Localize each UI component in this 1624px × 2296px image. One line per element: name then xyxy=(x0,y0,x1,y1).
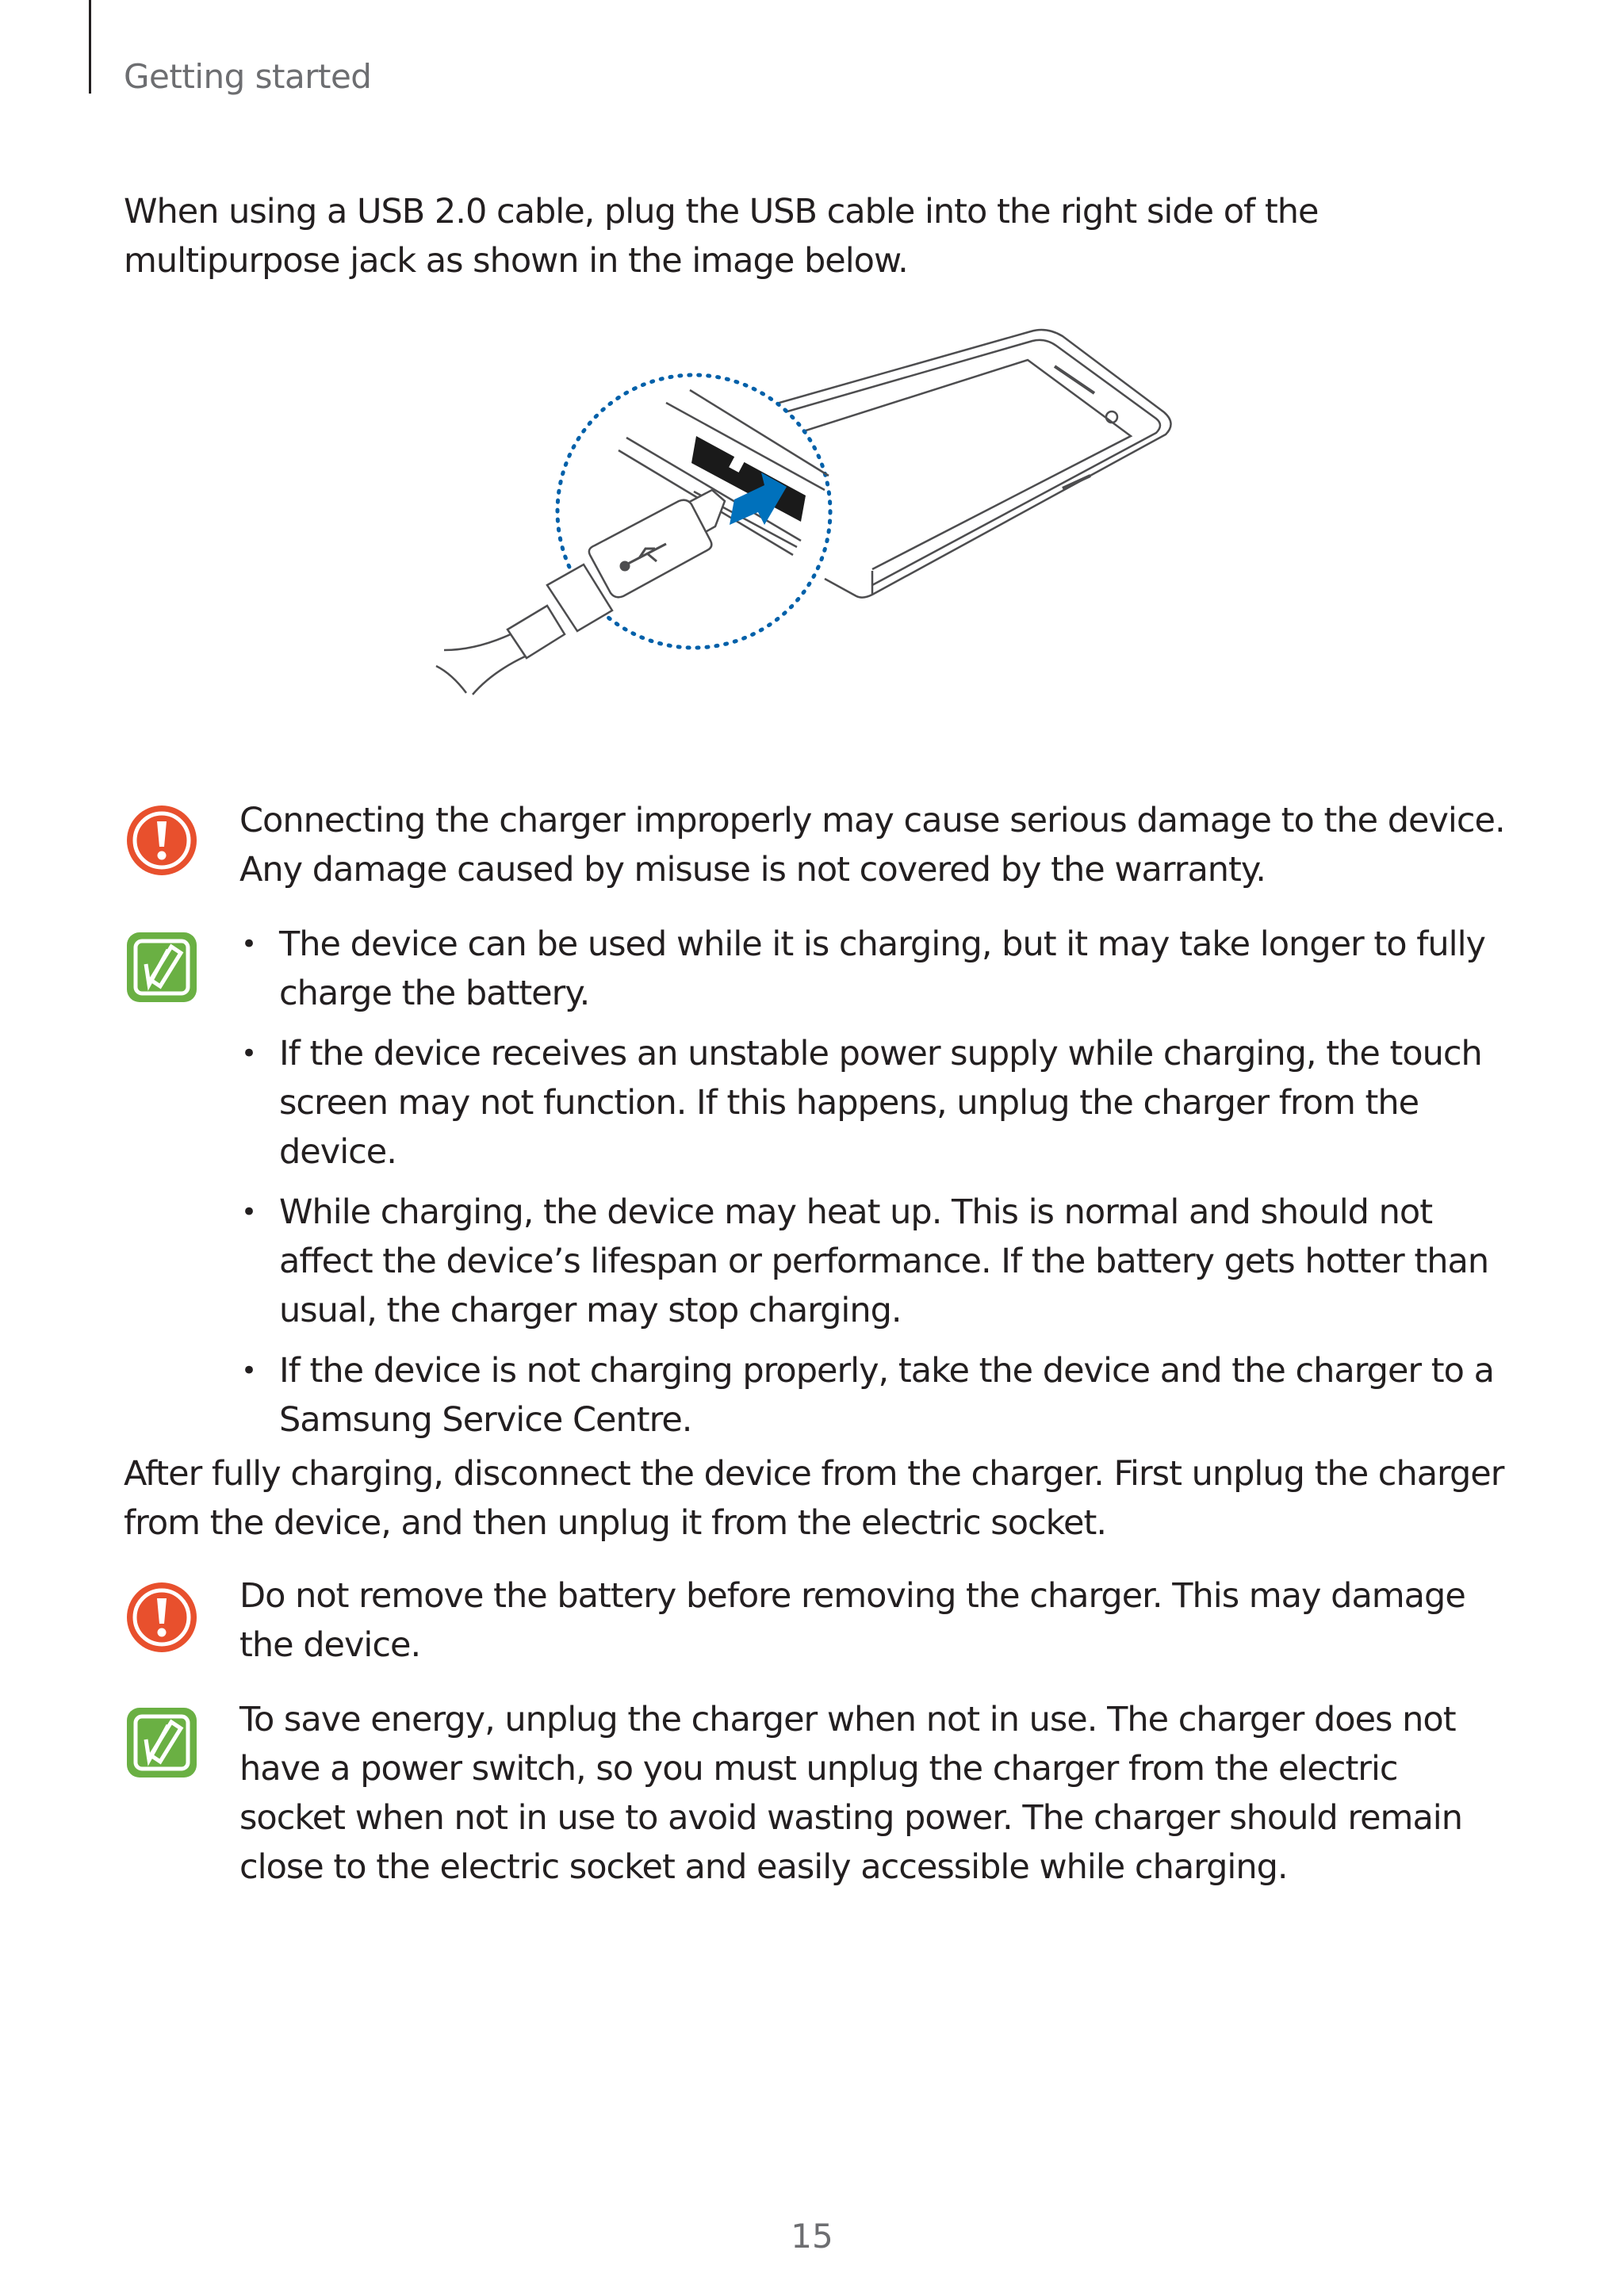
list-item-text: While charging, the device may heat up. This is normal and should not affect the device’s lifespan or performance. If the battery gets hotter than usual, the charger may stop charging. xyxy=(279,1192,1489,1330)
note-icon xyxy=(124,1705,200,1781)
list-item xyxy=(230,1029,1515,1177)
caution-icon xyxy=(124,1579,200,1655)
list-item xyxy=(230,1188,1515,1335)
section-title: Getting started xyxy=(124,57,372,96)
bullet-dot: • xyxy=(241,1196,257,1228)
caution-icon xyxy=(124,802,200,878)
intro-paragraph: When using a USB 2.0 cable, plug the USB cable into the right side of the multipurpose jack as shown in the image below. xyxy=(124,192,1319,281)
list-item xyxy=(230,1346,1515,1445)
bullet-dot: • xyxy=(241,928,257,960)
list-item xyxy=(230,920,1515,1018)
page-number: 15 xyxy=(791,2217,833,2256)
note-icon xyxy=(124,929,200,1005)
list-item-text: If the device receives an unstable power supply while charging, the touch screen may not function. If this happens, unplug the charger from the device. xyxy=(279,1034,1482,1172)
caution-text: Do not remove the battery before removing the charger. This may damage the device. xyxy=(239,1576,1465,1665)
usb-cable xyxy=(436,634,525,695)
list-item-text: The device can be used while it is charging, but it may take longer to fully charge the battery. xyxy=(279,924,1485,1013)
bullet-dot: • xyxy=(241,1038,257,1070)
usb-illustration-svg xyxy=(428,317,1221,777)
note-text: To save energy, unplug the charger when not in use. The charger does not have a power switch, so you must unplug the charger from the electric socket when not in use to avoid wasting power. The charger should remain close to the electric socket and easily accessible while charging. xyxy=(239,1700,1462,1887)
usb-connection-illustration xyxy=(428,317,1221,777)
after-charging-paragraph: After fully charging, disconnect the device from the charger. First unplug the charger from the device, and then unplug it from the electric socket. xyxy=(124,1454,1504,1543)
list-item-text: If the device is not charging properly, take the device and the charger to a Samsung Service Centre. xyxy=(279,1351,1494,1440)
caution-text: Connecting the charger improperly may cause serious damage to the device. Any damage caused by misuse is not covered by the warranty. xyxy=(239,801,1505,890)
header-rule xyxy=(89,0,91,94)
bullet-dot: • xyxy=(241,1355,257,1387)
note-bullet-list xyxy=(230,920,1515,1456)
